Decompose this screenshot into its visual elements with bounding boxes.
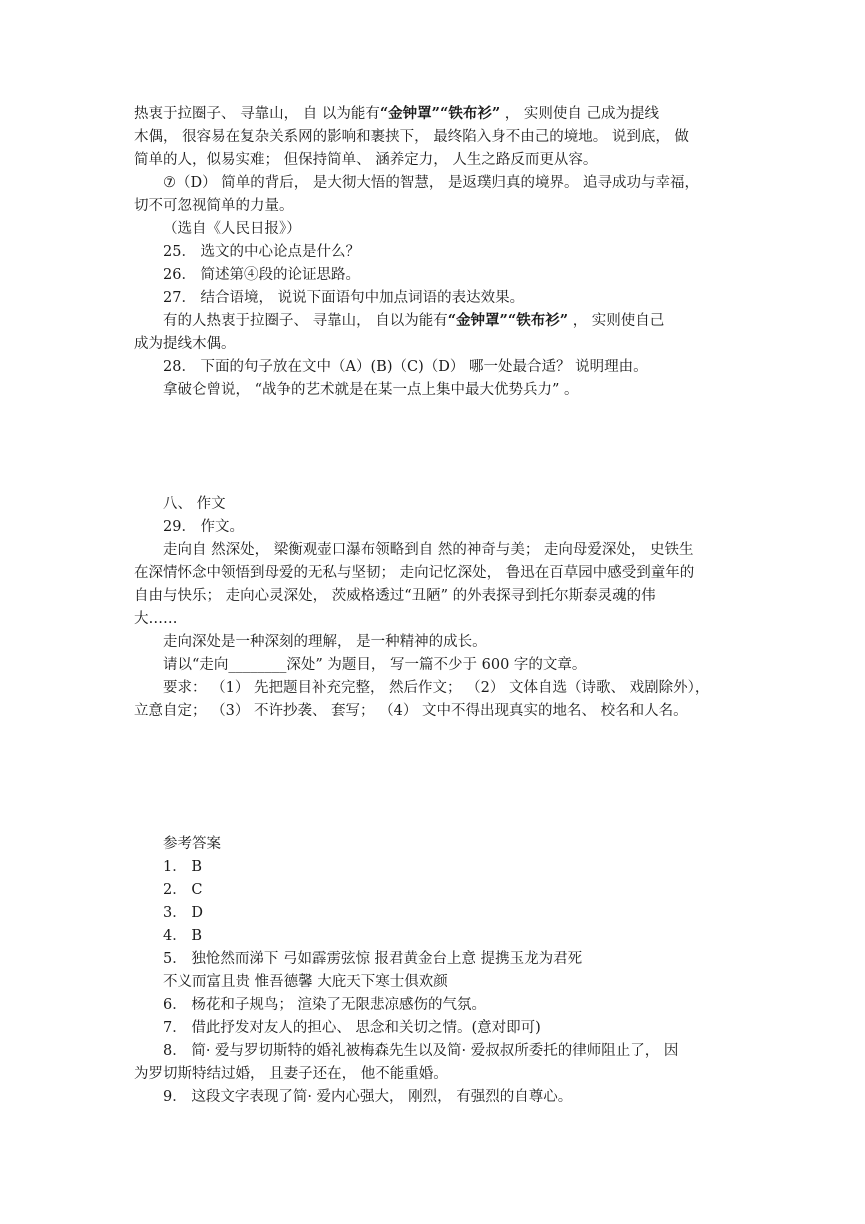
essay-prompt: 请以“走向________深处” 为题目， 写一篇不少于 600 字的文章。 xyxy=(163,657,587,673)
section-heading: 八、 作文 xyxy=(163,496,226,512)
passage-line: 木偶， 很容易在复杂关系网的影响和裹挟下， 最终陷入身不由己的境地。 说到底， 做 xyxy=(134,129,689,145)
text-run: ， 实则使自己 xyxy=(568,313,665,329)
text-run: ， 实则使自 己成为提线 xyxy=(500,106,660,122)
answer-item: 4． B xyxy=(163,928,202,944)
question-28-quote: 拿破仑曾说， “战争的艺术就是在某一点上集中最大优势兵力” 。 xyxy=(163,382,579,398)
essay-line: 走向深处是一种深刻的理解， 是一种精神的成长。 xyxy=(163,634,487,650)
passage-line: 切不可忽视简单的力量。 xyxy=(134,198,294,214)
answer-item: 1． B xyxy=(163,859,202,875)
bold-term: “金钟罩” xyxy=(447,312,508,329)
answer-item: 为罗切斯特结过婚， 且妻子还在， 他不能重婚。 xyxy=(134,1066,448,1082)
essay-requirements: 要求： （1） 先把题目补充完整， 然后作文； （2） 文体自选（诗歌、 戏剧除外）， xyxy=(163,680,710,696)
text-run: 有的人热衷于拉圈子、 寻靠山， 自以为能有 xyxy=(163,313,448,329)
question-28: 28． 下面的句子放在文中（A）(B)（C)（D） 哪一处最合适？ 说明理由。 xyxy=(163,359,648,375)
essay-requirements: 立意自定； （3） 不许抄袭、 套写； （4） 文中不得出现真实的地名、 校名和人名。 xyxy=(134,703,688,719)
answer-item: 9． 这段文字表现了简· 爱内心强大， 刚烈， 有强烈的自尊心。 xyxy=(163,1089,573,1105)
question-29: 29． 作文。 xyxy=(163,519,245,535)
essay-line: 自由与快乐； 走向心灵深处， 茨威格透过“丑陋” 的外表探寻到托尔斯泰灵魂的伟 xyxy=(134,588,656,604)
source-note: （选自《人民日报》） xyxy=(163,221,301,237)
passage-line xyxy=(134,104,734,124)
answer-item: 5． 独怆然而涕下 弓如霹雳弦惊 报君黄金台上意 提携玉龙为君死 xyxy=(163,951,583,967)
answer-item: 7． 借此抒发对友人的担心、 思念和关切之情。(意对即可) xyxy=(163,1020,541,1036)
passage-line: 简单的人，似易实难； 但保持简单、 涵养定力， 人生之路反而更从容。 xyxy=(134,152,598,168)
answer-item: 6． 杨花和子规鸟； 渲染了无限悲凉感伤的气氛。 xyxy=(163,997,486,1013)
question-27: 27． 结合语境， 说说下面语句中加点词语的表达效果。 xyxy=(163,290,525,306)
answer-item: 3． D xyxy=(163,905,203,921)
question-26: 26． 简述第④段的论证思路。 xyxy=(163,267,361,283)
answer-item: 8． 简· 爱与罗切斯特的婚礼被梅森先生以及简· 爱叔叔所委托的律师阻止了， 因 xyxy=(163,1043,679,1059)
answer-item: 2． C xyxy=(163,882,203,898)
question-25: 25． 选文的中心论点是什么？ xyxy=(163,244,361,260)
essay-line: 走向自 然深处， 梁衡观壶口瀑布领略到自 然的神奇与美； 走向母爱深处， 史铁生 xyxy=(163,542,694,558)
answers-heading: 参考答案 xyxy=(163,836,221,852)
question-27-quote-line: 成为提线木偶。 xyxy=(134,336,236,352)
bold-term: “金钟罩” xyxy=(379,105,441,122)
answer-item: 不义而富且贵 惟吾德馨 大庇天下寒士俱欢颜 xyxy=(163,974,448,990)
bold-term: “铁布衫” xyxy=(507,312,569,329)
bold-term: “铁布衫” xyxy=(440,105,501,122)
question-27-quote xyxy=(163,311,763,331)
essay-line: 在深情怀念中领悟到母爱的无私与坚韧； 走向记忆深处， 鲁迅在百草园中感受到童年的 xyxy=(134,565,695,581)
text-run: 热衷于拉圈子、 寻靠山， 自 以为能有 xyxy=(134,106,380,122)
passage-line: ⑦（D） 简单的背后， 是大彻大悟的智慧， 是返璞归真的境界。 追寻成功与幸福， xyxy=(163,175,700,191)
essay-line: 大…… xyxy=(134,611,178,627)
